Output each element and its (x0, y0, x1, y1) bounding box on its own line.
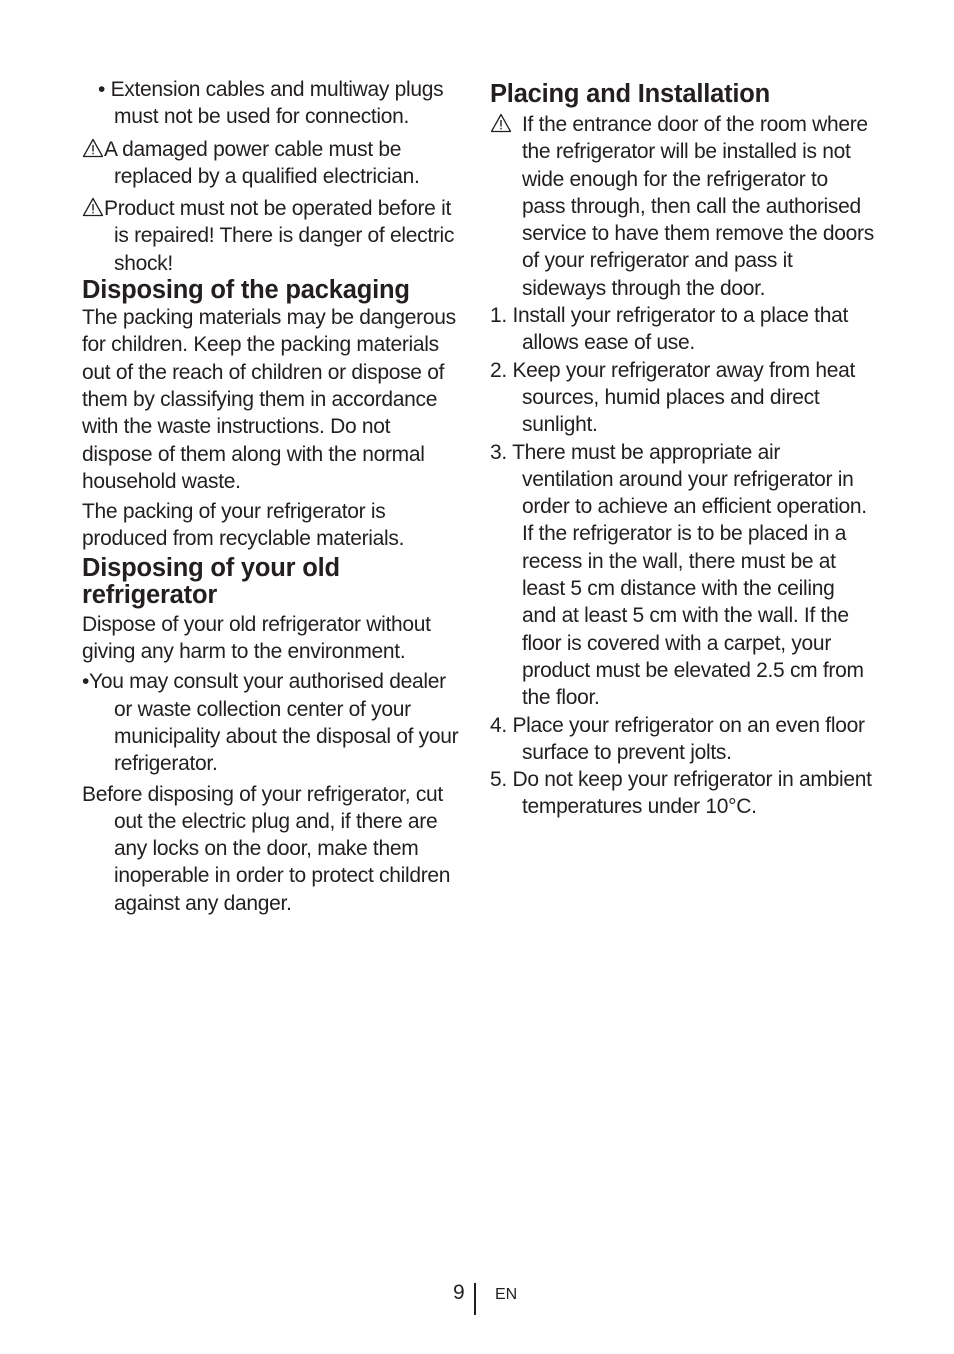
old-refrigerator-paragraph-1: Dispose of your old refrigerator without giving any harm to the environment. (82, 612, 431, 664)
warning-triangle-icon (490, 113, 512, 133)
right-column (490, 76, 874, 821)
page-number: 9 (453, 1281, 465, 1304)
product-operated-text: Product must not be operated before it is repaired! There is danger of electric shock! (104, 197, 455, 275)
extension-cables-bullet: • Extension cables and multiway plugs must not be used for connection. (98, 78, 444, 129)
packaging-paragraph-2: The packing of your refrigerator is produced from recyclable materials. (82, 500, 405, 551)
left-column (82, 76, 464, 917)
product-operated-warning (82, 195, 464, 277)
damaged-cable-text: A damaged power cable must be replaced by a qualified electrician. (104, 137, 420, 188)
language-code: EN (495, 1286, 518, 1303)
entrance-door-text: If the entrance door of the room where the refrigerator will be installed is not wide enough for the refrigerator to pass through, then call the authorised service to have them remove the doors of your refrigerator and pass it sideways through the door. (522, 113, 874, 300)
warning-triangle-icon (82, 138, 104, 158)
consult-dealer-bullet: •You may consult your authorised dealer or waste collection center of your municipality about the disposal of your refrigerator. (82, 670, 459, 776)
old-refrigerator-paragraph-2: Before disposing of your refrigerator, cut out the electric plug and, if there are any locks on the door, make them inoperable in order to protect children against any danger. (82, 782, 451, 915)
packaging-paragraph-1: The packing materials may be dangerous for children. Keep the packing materials out of the reach of children or dispose of them by classifying them in accordance with the waste instructions. Do not dispose of them along with the normal household waste. (82, 306, 456, 493)
footer-divider (474, 1283, 476, 1315)
installation-step-4: 4. Place your refrigerator on an even floor surface to prevent jolts. (490, 713, 865, 764)
warning-triangle-icon (82, 197, 104, 217)
heading-placing-installation: Placing and Installation (490, 80, 770, 108)
heading-disposing-old-refrigerator: Disposing of your old refrigerator (82, 553, 340, 609)
installation-step-1: 1. Install your refrigerator to a place that allows ease of use. (490, 304, 848, 355)
installation-step-2: 2. Keep your refrigerator away from heat sources, humid places and direct sunlight. (490, 358, 856, 437)
installation-step-5: 5. Do not keep your refrigerator in ambient temperatures under 10°C. (490, 768, 872, 819)
heading-disposing-packaging: Disposing of the packaging (82, 276, 410, 305)
damaged-cable-warning (82, 136, 464, 191)
installation-step-3: 3. There must be appropriate air ventilation around your refrigerator in order to achieve an efficient operation. If the refrigerator is to be placed in a recess in the wall, there must be at least 5 cm distance with the ceiling and at least 5 cm with the wall. If the floor is covered with a carpet, your product must be elevated 2.5 cm from the floor. (490, 440, 867, 710)
entrance-door-warning (490, 111, 874, 302)
page-footer (453, 1280, 543, 1314)
